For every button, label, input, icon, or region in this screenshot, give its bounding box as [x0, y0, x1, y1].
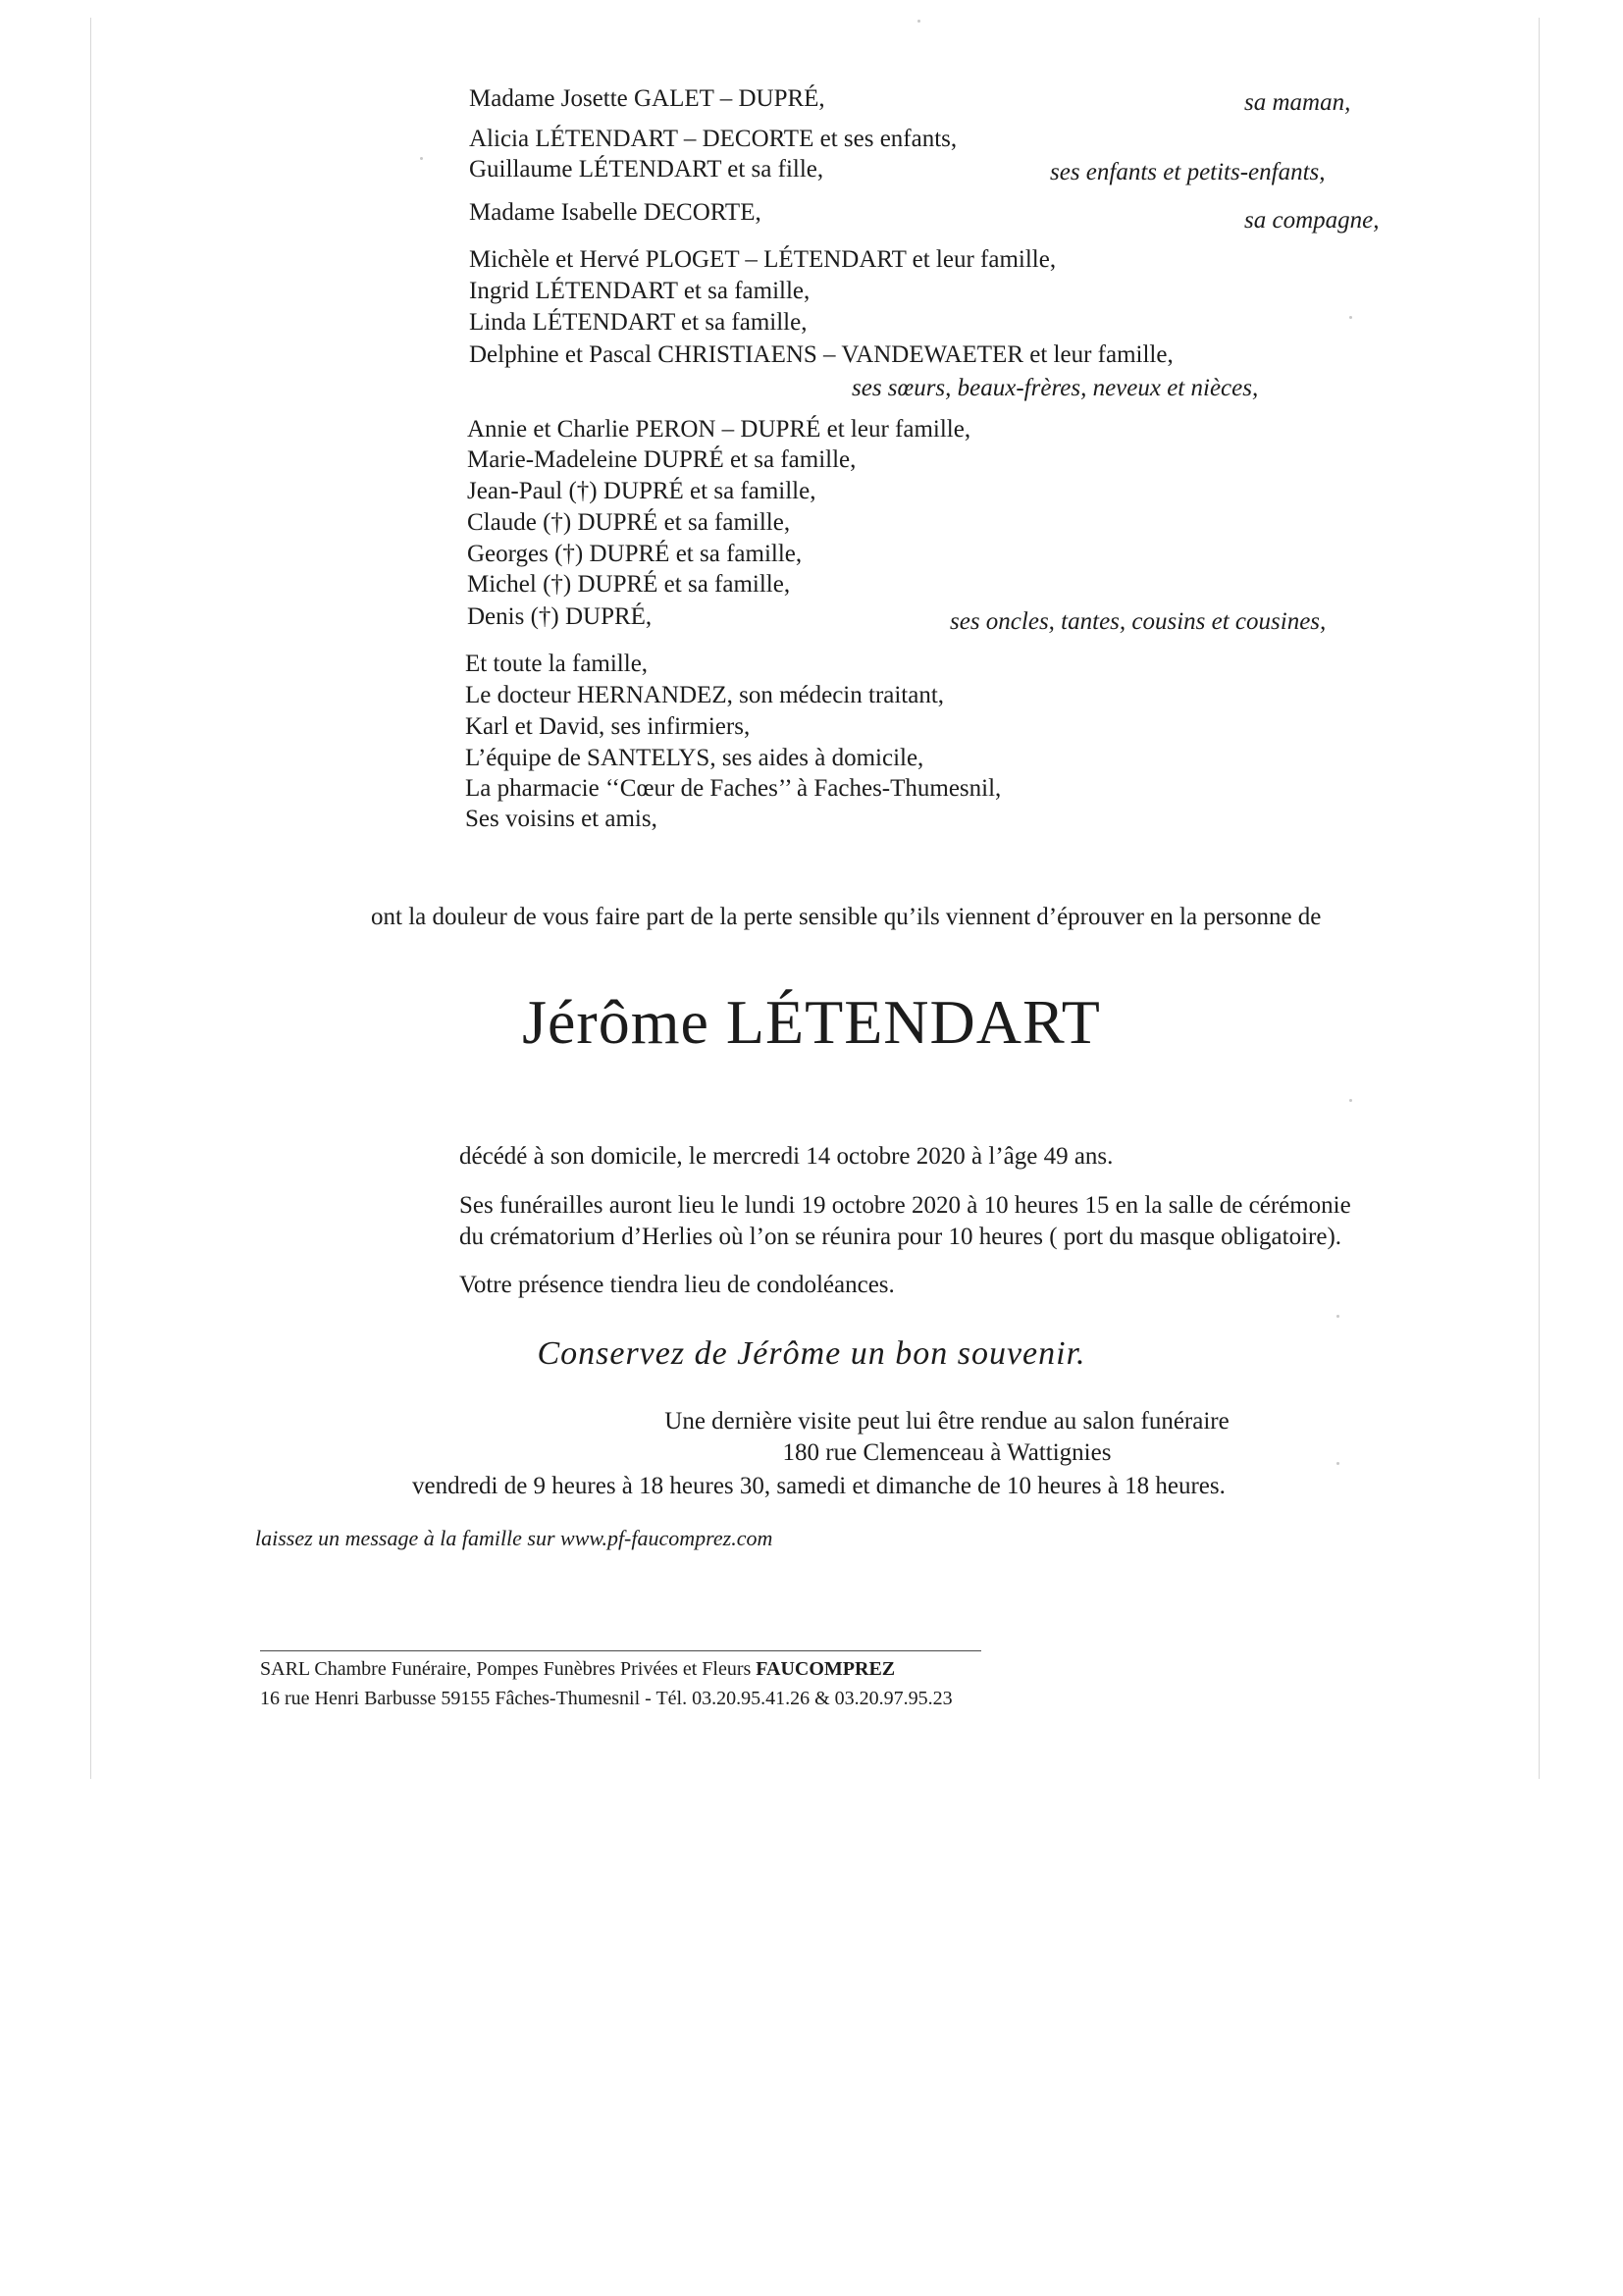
family-line: Linda LÉTENDART et sa famille,: [469, 309, 808, 336]
footer-divider: [260, 1650, 981, 1651]
deceased-name: Jérôme LÉTENDART: [522, 987, 1101, 1057]
family-line: Delphine et Pascal CHRISTIAENS – VANDEWAETER et leur famille,: [469, 341, 1174, 368]
family-line: Et toute la famille,: [465, 651, 649, 677]
family-line: Michèle et Hervé PLOGET – LÉTENDART et leur famille,: [469, 246, 1057, 273]
condolences-note: Votre présence tiendra lieu de condoléances.: [459, 1272, 895, 1298]
relation-label: ses sœurs, beaux-frères, neveux et nièces,: [852, 375, 1259, 401]
footer-company-prefix: SARL Chambre Funéraire, Pompes Funèbres Privées et Fleurs: [260, 1658, 757, 1680]
family-line: Ses voisins et amis,: [465, 806, 657, 832]
family-line: Jean-Paul (†) DUPRÉ et sa famille,: [467, 478, 816, 504]
funeral-details-line: du crématorium d’Herlies où l’on se réunira pour 10 heures ( port du masque obligatoire).: [459, 1224, 1342, 1250]
scan-speck: [1349, 316, 1352, 319]
family-line: Georges (†) DUPRÉ et sa famille,: [467, 541, 803, 567]
scan-speck: [1336, 1315, 1339, 1318]
footer-company: [260, 1656, 895, 1682]
family-line: Denis (†) DUPRÉ,: [467, 603, 653, 630]
family-line: Ingrid LÉTENDART et sa famille,: [469, 278, 811, 304]
family-line: Le docteur HERNANDEZ, son médecin traitant,: [465, 682, 945, 708]
footer-address: 16 rue Henri Barbusse 59155 Fâches-Thumesnil - Tél. 03.20.95.41.26 & 03.20.97.95.23: [260, 1688, 953, 1709]
family-line: Karl et David, ses infirmiers,: [465, 713, 751, 740]
scan-edge-right: [1539, 18, 1540, 1779]
visit-info-line: 180 rue Clemenceau à Wattignies: [782, 1439, 1112, 1466]
relation-label: ses oncles, tantes, cousins et cousines,: [950, 608, 1327, 635]
footer-company-name: FAUCOMPREZ: [756, 1658, 896, 1680]
family-line: L’équipe de SANTELYS, ses aides à domicile,: [465, 745, 924, 771]
visit-info-line: Une dernière visite peut lui être rendue au salon funéraire: [664, 1408, 1230, 1435]
scan-speck: [917, 20, 920, 23]
memorial-motto: Conservez de Jérôme un bon souvenir.: [537, 1335, 1086, 1372]
family-line: Guillaume LÉTENDART et sa fille,: [469, 156, 824, 183]
family-line: Annie et Charlie PERON – DUPRÉ et leur famille,: [467, 416, 971, 443]
scan-edge-left: [90, 18, 91, 1779]
web-message: laissez un message à la famille sur www.pf-faucomprez.com: [255, 1526, 773, 1550]
family-line: Marie-Madeleine DUPRÉ et sa famille,: [467, 446, 857, 473]
relation-label: sa maman,: [1244, 89, 1351, 116]
family-line: Madame Josette GALET – DUPRÉ,: [469, 85, 825, 112]
scan-speck: [420, 157, 423, 160]
visit-info-line: vendredi de 9 heures à 18 heures 30, samedi et dimanche de 10 heures à 18 heures.: [412, 1473, 1226, 1499]
relation-label: sa compagne,: [1244, 207, 1380, 234]
scan-speck: [1349, 1099, 1352, 1102]
family-line: La pharmacie ‘‘Cœur de Faches’’ à Faches-Thumesnil,: [465, 775, 1002, 802]
family-line: Claude (†) DUPRÉ et sa famille,: [467, 509, 791, 536]
family-line: Michel (†) DUPRÉ et sa famille,: [467, 571, 791, 598]
family-line: Alicia LÉTENDART – DECORTE et ses enfants,: [469, 126, 958, 152]
family-line: Madame Isabelle DECORTE,: [469, 199, 761, 226]
funeral-details-line: Ses funérailles auront lieu le lundi 19 octobre 2020 à 10 heures 15 en la salle de cérémonie: [459, 1192, 1351, 1219]
death-notice: décédé à son domicile, le mercredi 14 octobre 2020 à l’âge 49 ans.: [459, 1143, 1114, 1170]
relation-label: ses enfants et petits-enfants,: [1050, 159, 1326, 185]
intro-text: ont la douleur de vous faire part de la perte sensible qu’ils viennent d’éprouver en la personne de: [371, 904, 1322, 930]
